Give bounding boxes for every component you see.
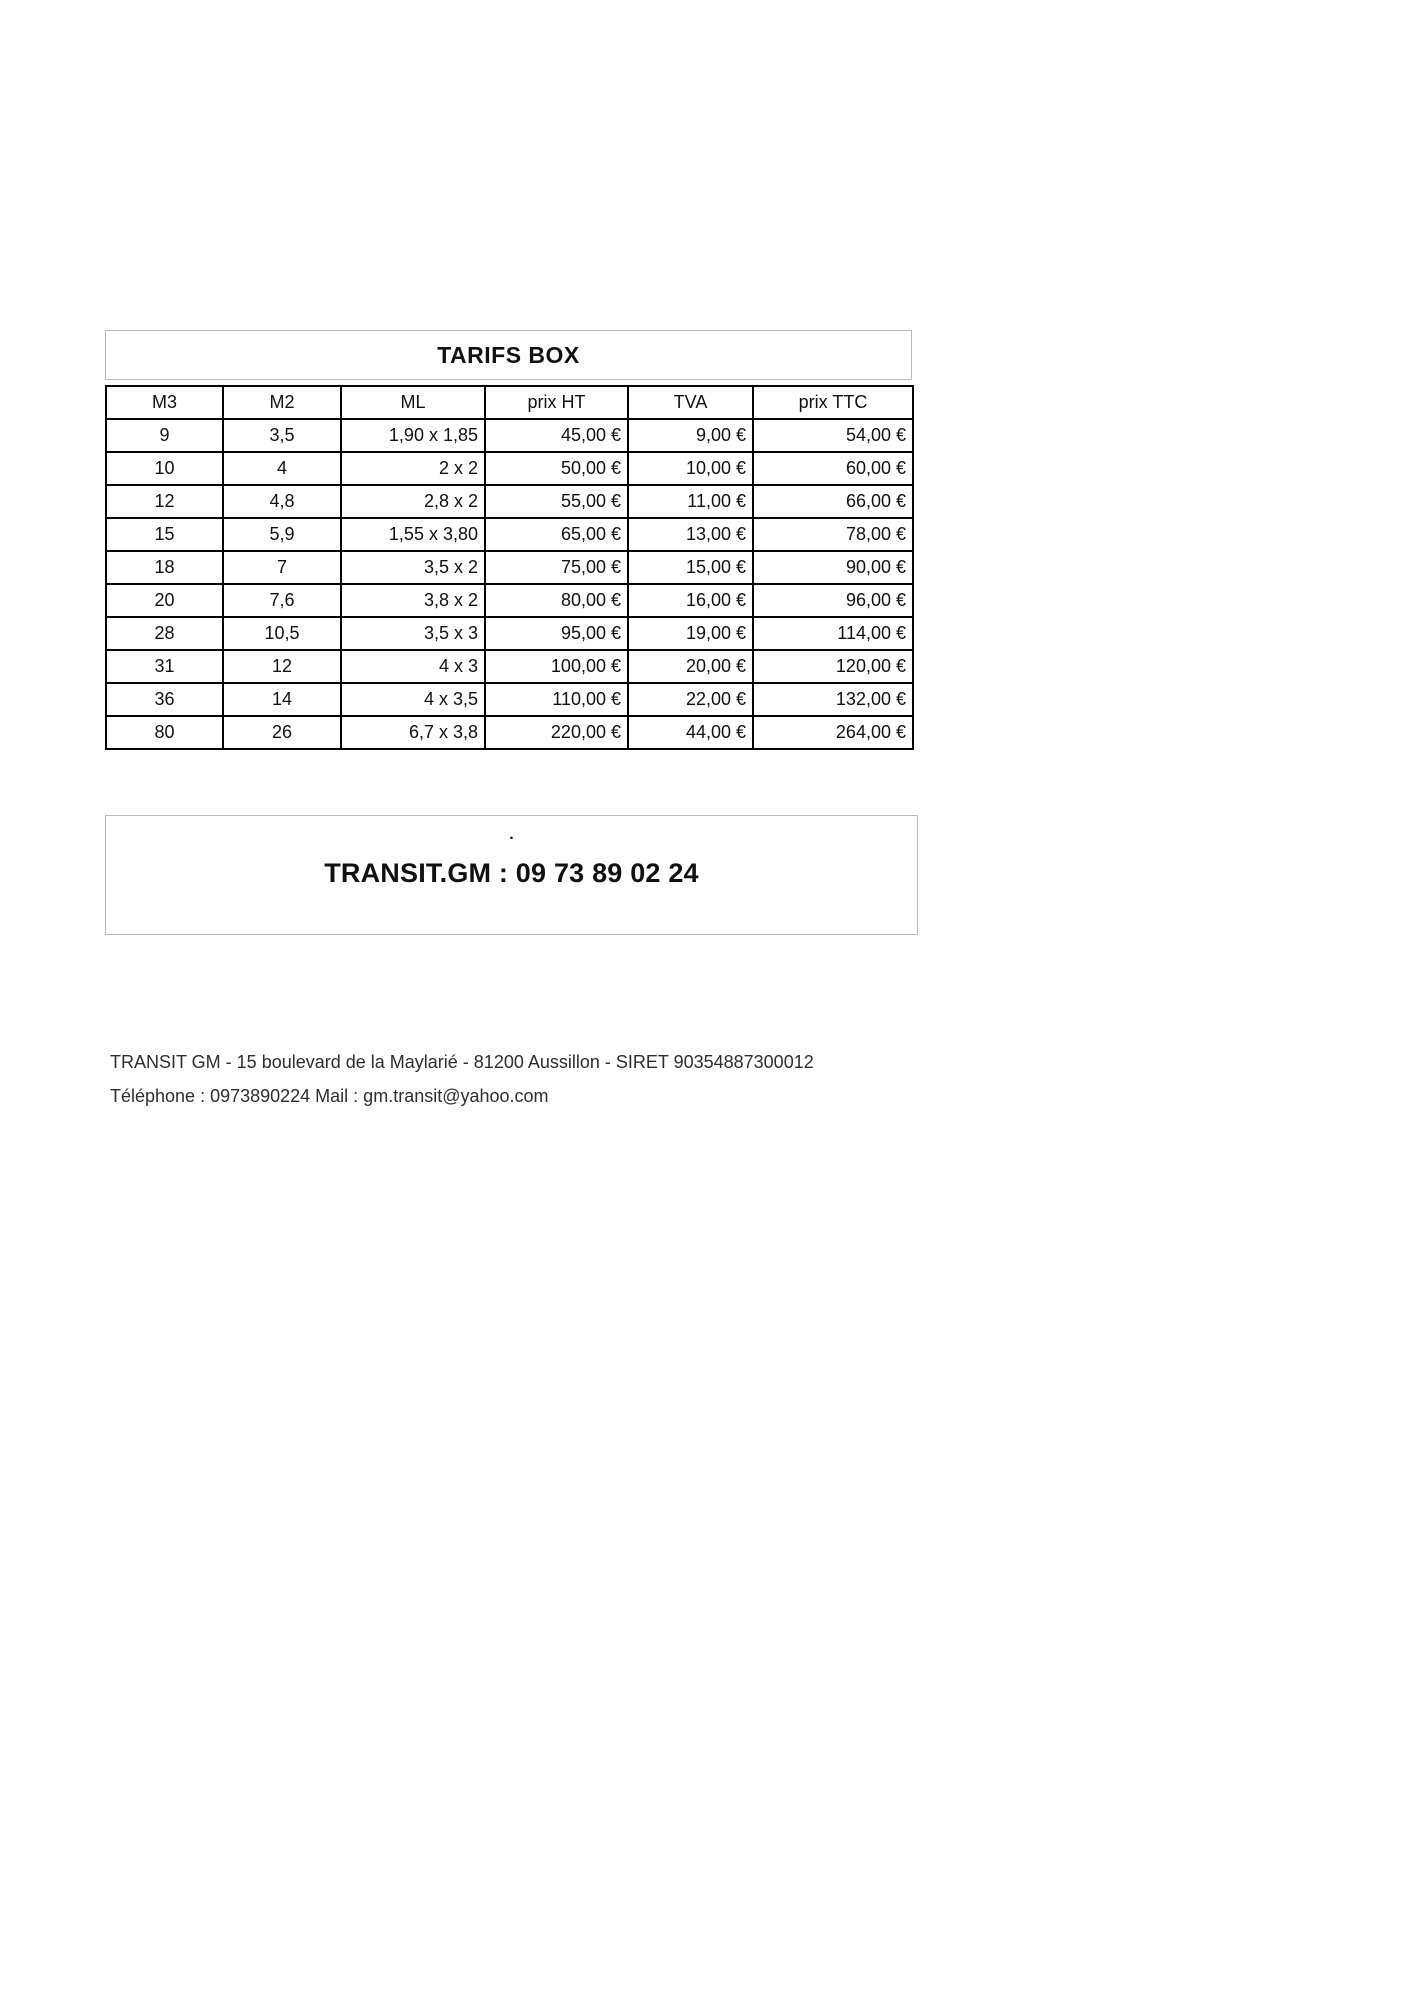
column-header: TVA <box>628 386 753 419</box>
table-cell: 54,00 € <box>753 419 913 452</box>
table-row <box>106 716 913 749</box>
table-cell: 22,00 € <box>628 683 753 716</box>
column-header: prix HT <box>485 386 628 419</box>
table-cell: 3,5 x 2 <box>341 551 485 584</box>
table-cell: 6,7 x 3,8 <box>341 716 485 749</box>
table-cell: 18 <box>106 551 223 584</box>
table-header-row <box>106 386 913 419</box>
table-cell: 132,00 € <box>753 683 913 716</box>
table-cell: 78,00 € <box>753 518 913 551</box>
table-cell: 2 x 2 <box>341 452 485 485</box>
table-cell: 3,5 <box>223 419 341 452</box>
table-cell: 65,00 € <box>485 518 628 551</box>
footer-phone-mail-line: Téléphone : 0973890224 Mail : gm.transit@yahoo.com <box>110 1086 549 1106</box>
table-cell: 4 x 3 <box>341 650 485 683</box>
table-row <box>106 485 913 518</box>
table-cell: 50,00 € <box>485 452 628 485</box>
footer-address-line: TRANSIT GM - 15 boulevard de la Maylarié - 81200 Aussillon - SIRET 90354887300012 <box>110 1052 814 1072</box>
table-cell: 36 <box>106 683 223 716</box>
table-row <box>106 650 913 683</box>
table-row <box>106 419 913 452</box>
table-cell: 10,00 € <box>628 452 753 485</box>
table-cell: 15 <box>106 518 223 551</box>
table-cell: 1,90 x 1,85 <box>341 419 485 452</box>
table-body <box>106 419 913 749</box>
table-cell: 28 <box>106 617 223 650</box>
footer <box>110 1045 1010 1113</box>
table-cell: 90,00 € <box>753 551 913 584</box>
table-row <box>106 584 913 617</box>
table-cell: 9,00 € <box>628 419 753 452</box>
table-cell: 120,00 € <box>753 650 913 683</box>
table-cell: 13,00 € <box>628 518 753 551</box>
table-cell: 20,00 € <box>628 650 753 683</box>
table-cell: 7 <box>223 551 341 584</box>
table-header <box>106 386 913 419</box>
table-cell: 3,5 x 3 <box>341 617 485 650</box>
table-cell: 110,00 € <box>485 683 628 716</box>
table-cell: 10,5 <box>223 617 341 650</box>
contact-dot: . <box>509 826 514 843</box>
table-cell: 96,00 € <box>753 584 913 617</box>
table-cell: 75,00 € <box>485 551 628 584</box>
column-header: M2 <box>223 386 341 419</box>
table-row <box>106 518 913 551</box>
table-cell: 80,00 € <box>485 584 628 617</box>
table-row <box>106 551 913 584</box>
table-cell: 9 <box>106 419 223 452</box>
table-title: TARIFS BOX <box>437 341 580 368</box>
table-cell: 4 <box>223 452 341 485</box>
table-cell: 114,00 € <box>753 617 913 650</box>
table-cell: 2,8 x 2 <box>341 485 485 518</box>
table-cell: 100,00 € <box>485 650 628 683</box>
column-header: prix TTC <box>753 386 913 419</box>
table-cell: 11,00 € <box>628 485 753 518</box>
table-cell: 3,8 x 2 <box>341 584 485 617</box>
contact-box <box>105 815 918 935</box>
column-header: M3 <box>106 386 223 419</box>
table-row <box>106 452 913 485</box>
table-cell: 26 <box>223 716 341 749</box>
table-cell: 31 <box>106 650 223 683</box>
table-cell: 12 <box>106 485 223 518</box>
table-cell: 44,00 € <box>628 716 753 749</box>
table-cell: 95,00 € <box>485 617 628 650</box>
table-cell: 19,00 € <box>628 617 753 650</box>
table-row <box>106 683 913 716</box>
table-cell: 60,00 € <box>753 452 913 485</box>
table-cell: 66,00 € <box>753 485 913 518</box>
table-cell: 220,00 € <box>485 716 628 749</box>
table-cell: 20 <box>106 584 223 617</box>
table-cell: 45,00 € <box>485 419 628 452</box>
table-cell: 14 <box>223 683 341 716</box>
table-cell: 15,00 € <box>628 551 753 584</box>
table-cell: 4,8 <box>223 485 341 518</box>
table-row <box>106 617 913 650</box>
table-cell: 4 x 3,5 <box>341 683 485 716</box>
table-cell: 5,9 <box>223 518 341 551</box>
table-cell: 12 <box>223 650 341 683</box>
table-cell: 1,55 x 3,80 <box>341 518 485 551</box>
contact-phone-line: TRANSIT.GM : 09 73 89 02 24 <box>324 858 699 888</box>
table-cell: 55,00 € <box>485 485 628 518</box>
table-cell: 264,00 € <box>753 716 913 749</box>
tarifs-table <box>105 385 914 750</box>
table-cell: 16,00 € <box>628 584 753 617</box>
column-header: ML <box>341 386 485 419</box>
table-cell: 7,6 <box>223 584 341 617</box>
table-cell: 10 <box>106 452 223 485</box>
table-title-box <box>105 330 912 380</box>
table-cell: 80 <box>106 716 223 749</box>
